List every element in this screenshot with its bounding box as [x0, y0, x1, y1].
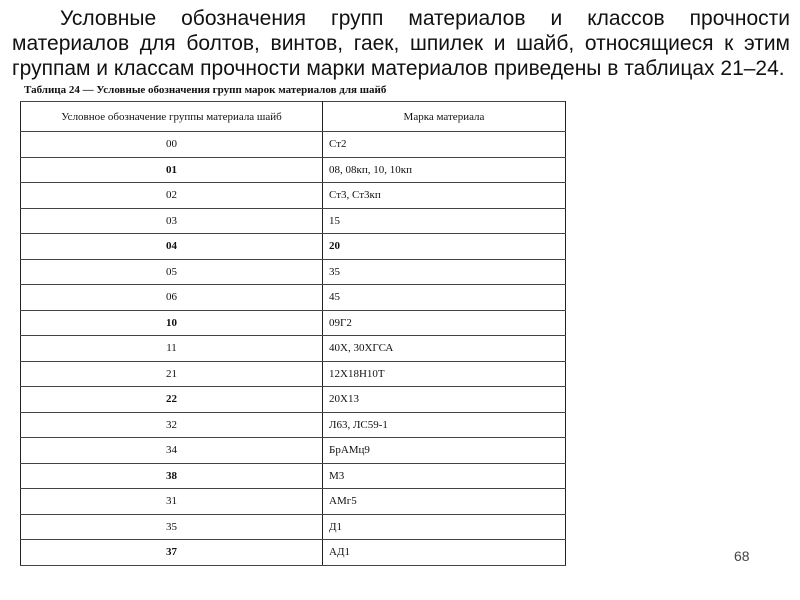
materials-table: [20, 101, 566, 566]
group-code-cell: 01: [21, 157, 323, 183]
table-row: [21, 157, 566, 183]
group-code-cell: 10: [21, 310, 323, 336]
table-row: [21, 463, 566, 489]
material-grade-cell: БрАМц9: [323, 438, 566, 464]
table-row: [21, 132, 566, 158]
material-grade-cell: Ст2: [323, 132, 566, 158]
group-code-cell: 04: [21, 234, 323, 260]
material-grade-cell: 20: [323, 234, 566, 260]
column-header-code: Условное обозначение группы материала шайб: [21, 102, 323, 132]
material-grade-cell: 09Г2: [323, 310, 566, 336]
group-code-cell: 22: [21, 387, 323, 413]
intro-paragraph: Условные обозначения групп материалов и классов прочности материалов для болтов, винтов, гаек, шпилек и шайб, относящиеся к этим группам и классам прочности марки материалов приведены в таблицах 21–24.: [12, 7, 790, 80]
table-row: [21, 540, 566, 566]
material-grade-cell: Л63, ЛС59-1: [323, 412, 566, 438]
page-number: 68: [734, 548, 750, 564]
group-code-cell: 37: [21, 540, 323, 566]
material-grade-cell: 35: [323, 259, 566, 285]
table-body: [21, 132, 566, 566]
group-code-cell: 11: [21, 336, 323, 362]
column-header-grade: Марка материала: [323, 102, 566, 132]
table-row: [21, 259, 566, 285]
material-grade-cell: 15: [323, 208, 566, 234]
material-grade-cell: 20Х13: [323, 387, 566, 413]
material-grade-cell: М3: [323, 463, 566, 489]
material-grade-cell: 40Х, 30ХГСА: [323, 336, 566, 362]
group-code-cell: 05: [21, 259, 323, 285]
table-row: [21, 361, 566, 387]
material-grade-cell: АМг5: [323, 489, 566, 515]
group-code-cell: 00: [21, 132, 323, 158]
group-code-cell: 21: [21, 361, 323, 387]
table-row: [21, 514, 566, 540]
table-row: [21, 234, 566, 260]
table-row: [21, 208, 566, 234]
table-row: [21, 438, 566, 464]
table-row: [21, 310, 566, 336]
material-grade-cell: Ст3, Ст3кп: [323, 183, 566, 209]
group-code-cell: 06: [21, 285, 323, 311]
table-row: [21, 336, 566, 362]
table-row: [21, 183, 566, 209]
group-code-cell: 35: [21, 514, 323, 540]
table-row: [21, 412, 566, 438]
group-code-cell: 03: [21, 208, 323, 234]
table-caption: Таблица 24 — Условные обозначения групп марок материалов для шайб: [24, 84, 387, 96]
table-row: [21, 489, 566, 515]
material-grade-cell: 12Х18Н10Т: [323, 361, 566, 387]
material-grade-cell: АД1: [323, 540, 566, 566]
material-grade-cell: Д1: [323, 514, 566, 540]
table-row: [21, 387, 566, 413]
table-header-row: [21, 102, 566, 132]
material-grade-cell: 45: [323, 285, 566, 311]
table-row: [21, 285, 566, 311]
group-code-cell: 34: [21, 438, 323, 464]
group-code-cell: 02: [21, 183, 323, 209]
group-code-cell: 31: [21, 489, 323, 515]
material-grade-cell: 08, 08кп, 10, 10кп: [323, 157, 566, 183]
group-code-cell: 38: [21, 463, 323, 489]
group-code-cell: 32: [21, 412, 323, 438]
